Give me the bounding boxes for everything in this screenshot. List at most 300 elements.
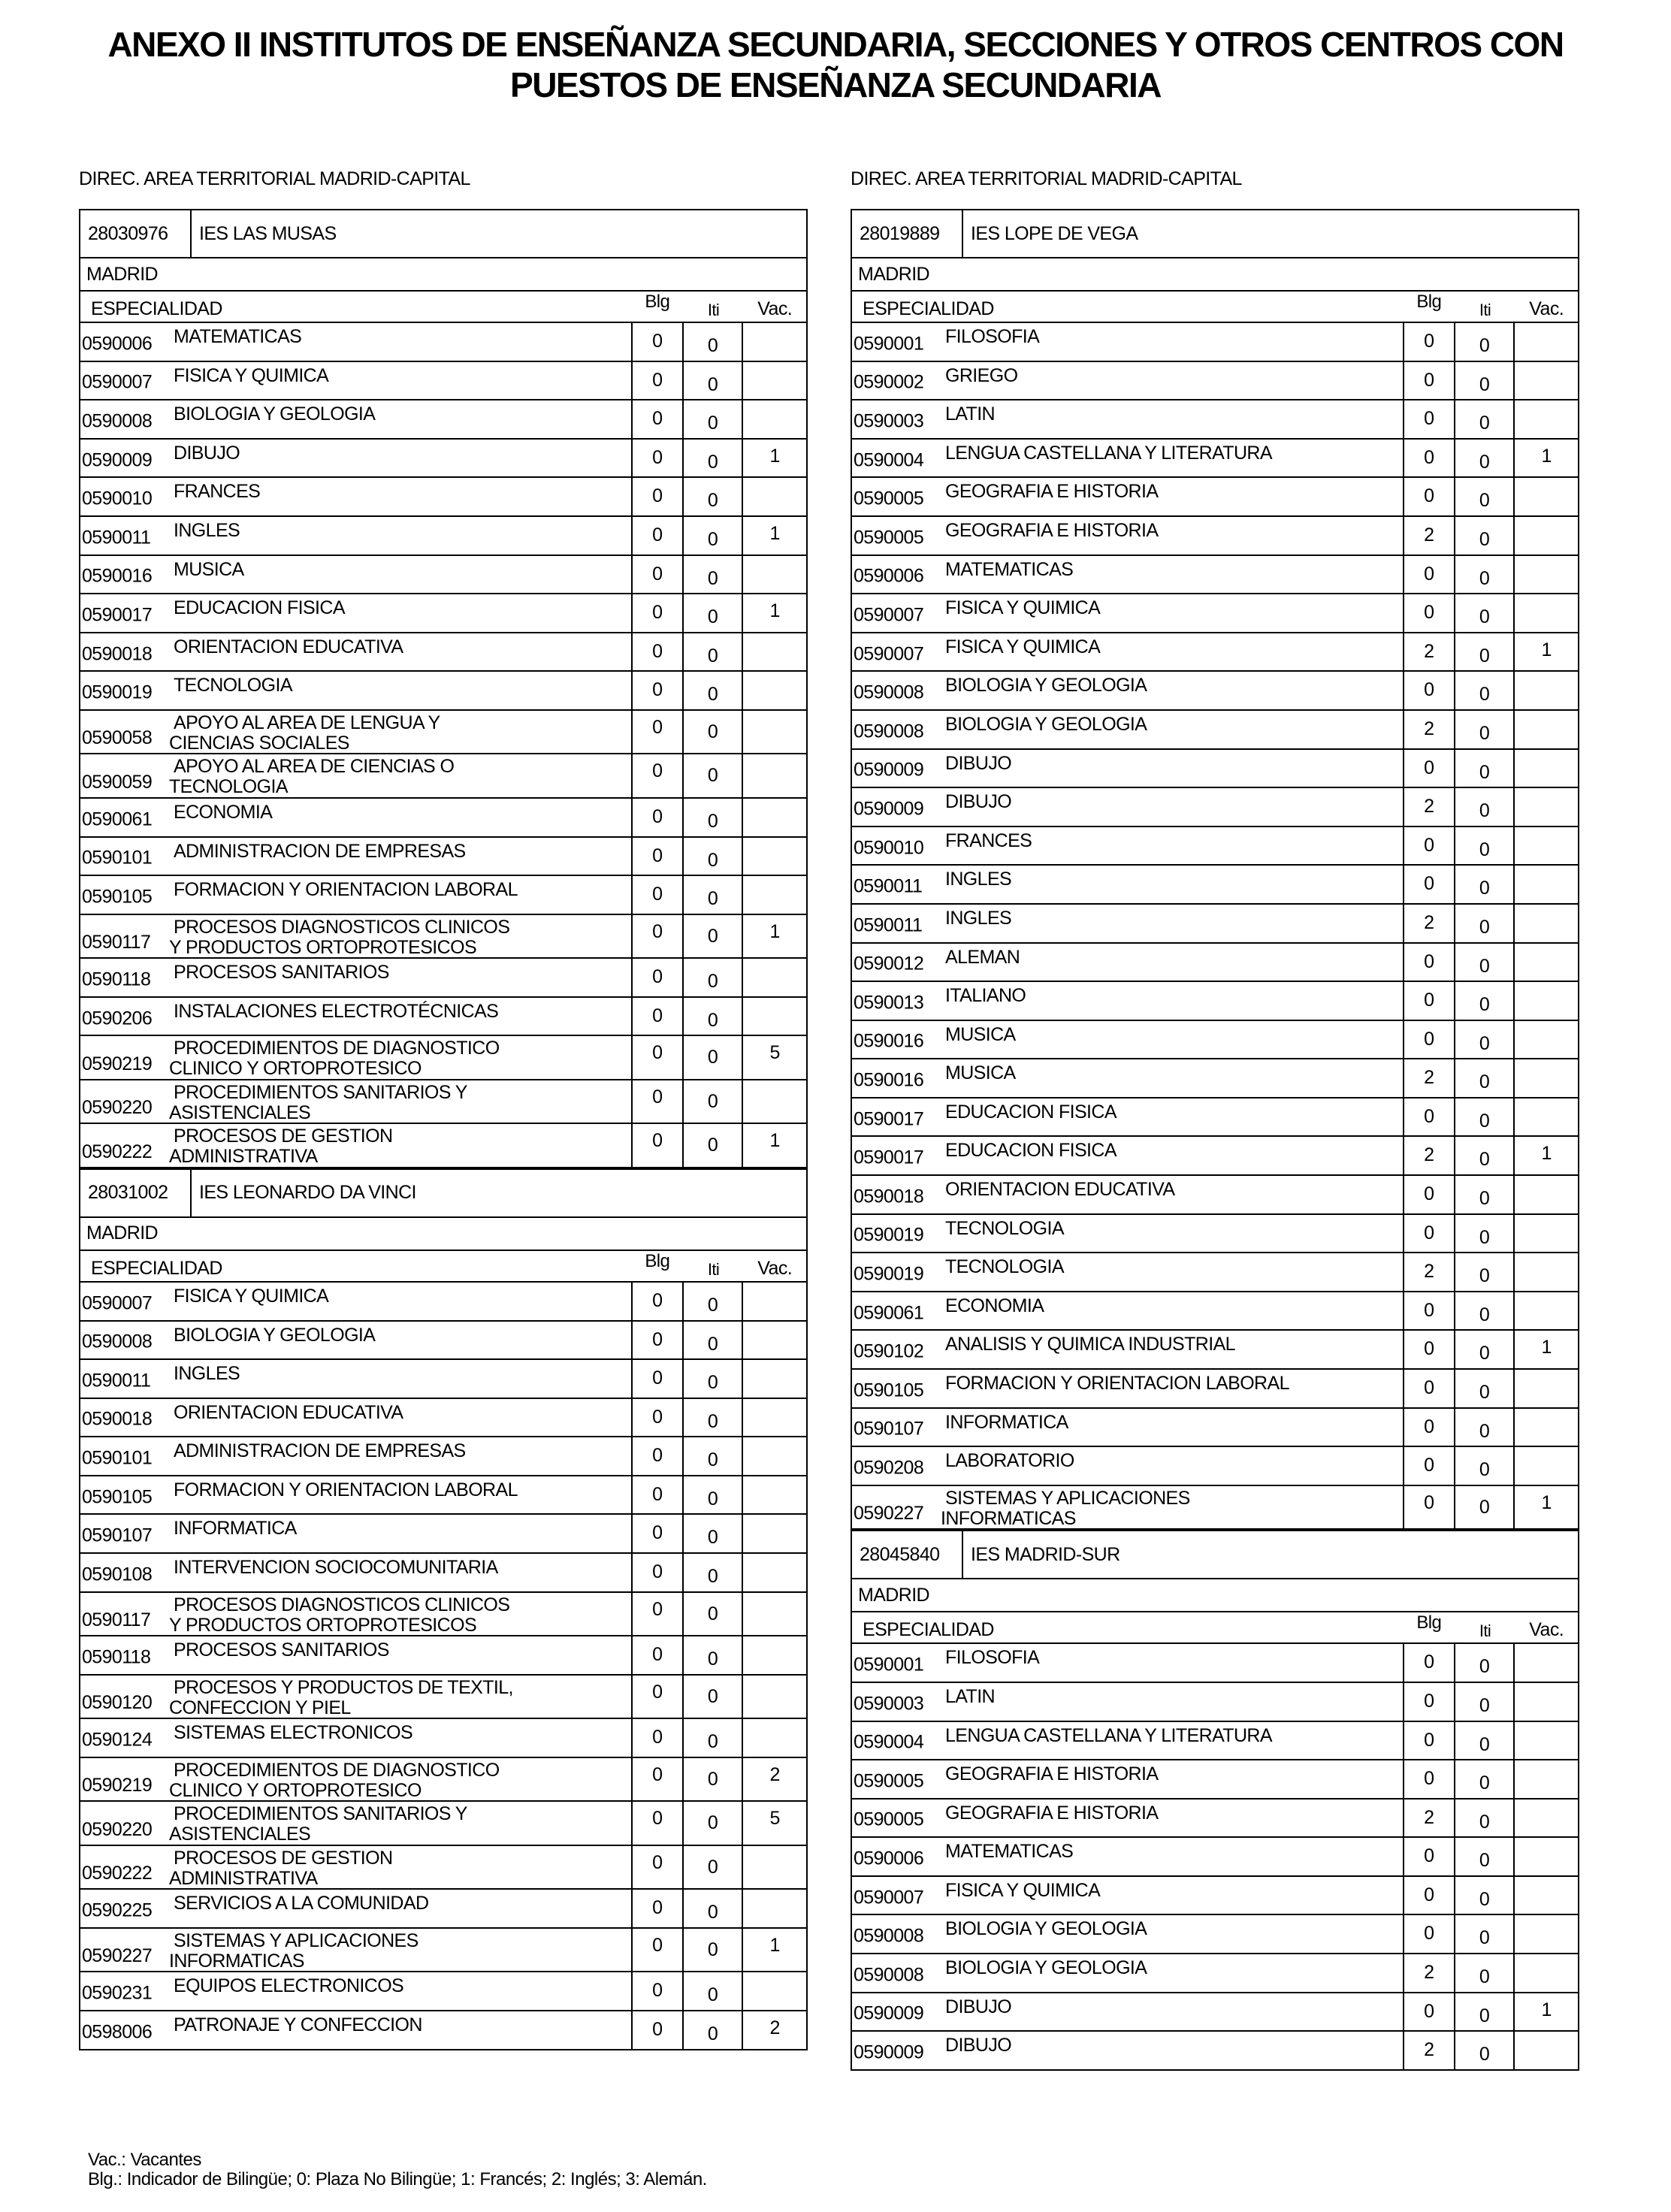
specialty-code: 0590006 (854, 565, 924, 587)
blg-value: 0 (631, 1719, 684, 1757)
header-blg: Blg (1416, 292, 1442, 312)
iti-value: 0 (684, 478, 744, 515)
specialty-code: 0590010 (82, 488, 153, 509)
specialty-name: INGLES (174, 519, 240, 541)
blg-value: 0 (1403, 1215, 1455, 1253)
blg-value: 0 (1403, 1292, 1455, 1330)
header-especialidad: ESPECIALIDAD (91, 1257, 222, 1279)
center-name: IES LAS MUSAS (199, 222, 337, 244)
specialty-cell (80, 1360, 631, 1398)
specialty-name: ORIENTACION EDUCATIVA (945, 1179, 1175, 1201)
vac-value (743, 1437, 806, 1475)
iti-value: 0 (684, 323, 744, 361)
iti-value: 0 (1455, 1993, 1515, 2031)
table-row (852, 750, 1578, 789)
specialty-code: 0590013 (854, 992, 924, 1014)
blg-value: 0 (1403, 323, 1455, 361)
iti-value: 0 (1455, 711, 1515, 748)
specialty-name-cont: Y PRODUCTOS ORTOPROTESICOS (169, 936, 477, 958)
specialty-code: 0590009 (854, 2041, 924, 2063)
specialty-code: 0590101 (82, 847, 153, 869)
specialty-name: BIOLOGIA Y GEOLOGIA (174, 403, 376, 425)
vac-value (743, 400, 806, 438)
vac-value: 1 (769, 522, 780, 544)
iti-value: 0 (1455, 1683, 1515, 1721)
specialty-cell (80, 478, 631, 515)
specialty-code: 0590011 (854, 875, 923, 897)
vac-value (743, 1080, 806, 1123)
specialty-cell (80, 1322, 631, 1359)
blg-value: 2 (1403, 711, 1455, 748)
specialty-cell (852, 362, 1403, 400)
iti-value: 0 (1455, 1409, 1515, 1446)
table-row (80, 998, 806, 1037)
iti-value: 0 (684, 1802, 744, 1845)
specialty-cell (80, 1929, 631, 1972)
specialty-cell (852, 1137, 1403, 1174)
specialty-name: FRANCES (945, 830, 1032, 851)
specialty-name: GEOGRAFIA E HISTORIA (945, 481, 1159, 503)
vac-value (743, 1972, 806, 2010)
vac-value (1515, 1292, 1578, 1330)
specialty-cell (852, 1838, 1403, 1875)
blg-value: 0 (631, 1036, 684, 1079)
specialty-name: DIBUJO (945, 2035, 1012, 2056)
specialty-name-cont: ADMINISTRATIVA (169, 1146, 318, 1168)
vac-value (1515, 1915, 1578, 1953)
specialty-name: GEOGRAFIA E HISTORIA (945, 519, 1159, 541)
vac-value: 1 (1541, 639, 1552, 660)
blg-value: 0 (631, 754, 684, 797)
specialty-cell (80, 799, 631, 836)
table-row (852, 556, 1578, 595)
table-row (80, 959, 806, 998)
specialty-code: 0590105 (82, 1486, 153, 1508)
specialty-cell (80, 1758, 631, 1801)
table-row (852, 1215, 1578, 1254)
specialty-code: 0590007 (82, 1292, 153, 1314)
specialty-name: INSTALACIONES ELECTROTÉCNICAS (174, 1000, 499, 1022)
vac-value (743, 1846, 806, 1889)
table-row (80, 754, 806, 799)
blg-value: 2 (1403, 788, 1455, 826)
iti-value: 0 (684, 915, 744, 958)
blg-value: 0 (631, 1515, 684, 1552)
iti-value: 0 (1455, 1331, 1515, 1368)
table-row (852, 400, 1578, 440)
specialty-code: 0590118 (82, 1646, 151, 1668)
specialty-name-cont: CLINICO Y ORTOPROTESICO (169, 1058, 422, 1080)
specialty-cell (80, 959, 631, 996)
specialty-code: 0590018 (82, 1408, 153, 1430)
vac-value (1515, 1098, 1578, 1136)
vac-value (1515, 944, 1578, 981)
table-row (80, 1124, 806, 1168)
iti-value: 0 (684, 1360, 744, 1398)
iti-value: 0 (684, 1676, 744, 1718)
specialty-code: 0590010 (854, 836, 924, 858)
specialty-cell (80, 1802, 631, 1845)
blg-value: 0 (631, 633, 684, 671)
specialty-cell (852, 1059, 1403, 1097)
specialty-code: 0590008 (854, 1925, 924, 1947)
vac-value (743, 1554, 806, 1591)
blg-value: 0 (1403, 1683, 1455, 1721)
direc-label: DIREC. AREA TERRITORIAL MADRID-CAPITAL (851, 168, 1242, 189)
blg-value: 0 (1403, 982, 1455, 1020)
center-code: 28031002 (80, 1170, 192, 1216)
table-row (852, 944, 1578, 983)
vac-value (743, 478, 806, 515)
iti-value: 0 (684, 1080, 744, 1123)
header-vac: Vac. (757, 1257, 793, 1279)
iti-value: 0 (684, 362, 744, 400)
specialty-name: PROCEDIMIENTOS DE DIAGNOSTICO (174, 1759, 500, 1781)
specialty-code: 0590003 (854, 1693, 924, 1715)
specialty-cell (852, 1409, 1403, 1446)
table-row (852, 1292, 1578, 1331)
iti-value: 0 (684, 1554, 744, 1591)
specialty-code: 0590219 (82, 1775, 153, 1796)
table-row (852, 1683, 1578, 1722)
table-row (80, 1322, 806, 1361)
header-vac: Vac. (1529, 298, 1564, 319)
table-row (852, 788, 1578, 827)
blg-value: 0 (1403, 362, 1455, 400)
blg-value: 0 (631, 672, 684, 709)
table-row (80, 1554, 806, 1593)
specialty-name: BIOLOGIA Y GEOLOGIA (945, 1957, 1147, 1979)
blg-value: 0 (631, 1890, 684, 1927)
footer-bilingue: Blg.: Indicador de Bilingüe; 0: Plaza No Bilingüe; 1: Francés; 2: Inglés; 3: Alemán. (88, 2169, 707, 2189)
specialty-name: DIBUJO (945, 752, 1012, 774)
specialty-name: BIOLOGIA Y GEOLOGIA (945, 675, 1147, 697)
vac-value (1515, 1722, 1578, 1760)
specialty-name: LENGUA CASTELLANA Y LITERATURA (945, 442, 1272, 464)
blg-value: 0 (1403, 866, 1455, 903)
specialty-name: APOYO AL AREA DE LENGUA Y (174, 712, 440, 733)
vac-value (1515, 827, 1578, 865)
specialty-name-cont: CLINICO Y ORTOPROTESICO (169, 1779, 422, 1801)
specialty-code: 0590016 (854, 1030, 924, 1052)
vac-value (743, 323, 806, 361)
specialty-cell (852, 1486, 1403, 1529)
vac-value (743, 959, 806, 996)
vac-value (743, 754, 806, 797)
table-row (852, 672, 1578, 711)
blg-value: 0 (631, 440, 684, 477)
specialty-cell (80, 838, 631, 875)
specialty-code: 0590108 (82, 1564, 153, 1585)
table-row (852, 1447, 1578, 1486)
specialty-code: 0590206 (82, 1008, 153, 1029)
specialty-cell (852, 905, 1403, 942)
specialty-code: 0590231 (82, 1982, 153, 2004)
vac-value (1515, 1683, 1578, 1721)
specialty-cell (852, 1722, 1403, 1760)
blg-value: 0 (631, 323, 684, 361)
iti-value: 0 (1455, 827, 1515, 865)
specialty-cell (80, 1283, 631, 1320)
center-name: IES LOPE DE VEGA (971, 222, 1138, 244)
iti-value: 0 (684, 1124, 744, 1167)
iti-value: 0 (684, 1476, 744, 1514)
specialty-cell (852, 1993, 1403, 2031)
iti-value: 0 (684, 754, 744, 797)
specialty-name-cont: INFORMATICAS (941, 1507, 1076, 1529)
blg-value: 0 (631, 998, 684, 1035)
specialty-cell (80, 1399, 631, 1437)
table-row (80, 799, 806, 838)
centers-list (79, 209, 808, 2050)
blg-value: 0 (631, 838, 684, 875)
specialty-cell (852, 866, 1403, 903)
specialty-code: 0590008 (82, 410, 153, 432)
specialty-cell (80, 323, 631, 361)
specialty-code: 0590227 (854, 1503, 924, 1525)
table-row (852, 1760, 1578, 1800)
specialty-cell (80, 1846, 631, 1889)
iti-value: 0 (1455, 1370, 1515, 1407)
table-row (852, 362, 1578, 401)
header-especialidad: ESPECIALIDAD (863, 1619, 994, 1641)
specialty-code: 0590061 (82, 808, 153, 830)
specialty-name: PROCESOS DE GESTION (174, 1847, 393, 1869)
table-row (852, 1993, 1578, 2032)
specialty-cell (852, 1800, 1403, 1837)
specialty-name: PROCESOS DIAGNOSTICOS CLINICOS (174, 916, 510, 938)
vac-value (1515, 1021, 1578, 1059)
specialty-cell (852, 1176, 1403, 1213)
blg-value: 2 (1403, 1137, 1455, 1174)
table-header (852, 292, 1578, 323)
blg-value: 2 (1403, 2032, 1455, 2069)
specialty-name-cont: ASISTENCIALES (169, 1824, 311, 1845)
center-block (851, 1530, 1579, 2071)
specialty-name: GEOGRAFIA E HISTORIA (945, 1763, 1159, 1785)
specialty-cell (80, 594, 631, 632)
specialty-code: 0590007 (82, 371, 153, 393)
specialty-cell (80, 633, 631, 671)
blg-value: 0 (631, 362, 684, 400)
specialty-cell (80, 362, 631, 400)
blg-value: 0 (1403, 1176, 1455, 1213)
iti-value: 0 (684, 1758, 744, 1801)
vac-value (743, 1360, 806, 1398)
specialty-name: FISICA Y QUIMICA (174, 364, 329, 386)
iti-value: 0 (1455, 1954, 1515, 1992)
specialty-name: ECONOMIA (945, 1295, 1044, 1316)
iti-value: 0 (1455, 362, 1515, 400)
blg-value: 0 (631, 517, 684, 555)
table-row (852, 1486, 1578, 1531)
specialty-name: DIBUJO (945, 791, 1012, 813)
specialty-name: TECNOLOGIA (174, 675, 292, 697)
table-row (852, 1722, 1578, 1761)
blg-value: 2 (1403, 633, 1455, 671)
table-row (852, 905, 1578, 944)
table-row (852, 1137, 1578, 1176)
blg-value: 0 (631, 2011, 684, 2049)
center-name: IES LEONARDO DA VINCI (199, 1182, 416, 1204)
specialty-cell (80, 1593, 631, 1636)
vac-value (1515, 905, 1578, 942)
iti-value: 0 (1455, 1021, 1515, 1059)
specialty-name: INFORMATICA (945, 1411, 1068, 1433)
specialty-name: FISICA Y QUIMICA (945, 597, 1101, 619)
header-vac: Vac. (1529, 1619, 1564, 1641)
specialty-table (851, 1578, 1579, 2071)
vac-value: 1 (1541, 445, 1552, 467)
blg-value: 0 (1403, 944, 1455, 981)
specialty-name: PROCESOS DE GESTION (174, 1126, 393, 1147)
specialty-name: FISICA Y QUIMICA (174, 1285, 329, 1307)
iti-value: 0 (1455, 594, 1515, 632)
table-row (80, 711, 806, 755)
specialty-cell (80, 1080, 631, 1123)
specialty-code: 0590007 (854, 1887, 924, 1908)
center-city: MADRID (852, 1578, 1578, 1612)
specialty-name: ORIENTACION EDUCATIVA (174, 636, 403, 657)
specialty-cell (80, 1676, 631, 1718)
blg-value: 0 (631, 1846, 684, 1889)
specialty-code: 0590009 (854, 759, 924, 781)
specialty-name: FORMACION Y ORIENTACION LABORAL (174, 879, 518, 901)
specialty-code: 0590012 (854, 953, 924, 975)
center-header (79, 1168, 808, 1216)
table-row (80, 1758, 806, 1803)
iti-value: 0 (684, 1283, 744, 1320)
specialty-code: 0590008 (854, 681, 924, 703)
specialty-name: EDUCACION FISICA (174, 597, 345, 619)
vac-value (743, 1890, 806, 1927)
specialty-cell (852, 750, 1403, 787)
specialty-cell (80, 556, 631, 594)
specialty-cell (80, 754, 631, 797)
specialty-code: 0590017 (854, 1147, 924, 1168)
table-row (852, 1253, 1578, 1292)
specialty-code: 0590117 (82, 932, 151, 953)
blg-value: 2 (1403, 1059, 1455, 1097)
specialty-cell (852, 1877, 1403, 1914)
specialty-table (79, 257, 808, 1168)
table-row (80, 556, 806, 595)
specialty-name: ADMINISTRACION DE EMPRESAS (174, 840, 466, 862)
specialty-name: FILOSOFIA (945, 1647, 1040, 1669)
specialty-code: 0590016 (854, 1069, 924, 1091)
specialty-cell (852, 982, 1403, 1020)
specialty-cell (80, 1515, 631, 1552)
specialty-code: 0590011 (82, 1370, 151, 1392)
table-row (80, 1802, 806, 1846)
center-city: MADRID (80, 257, 806, 292)
blg-value: 0 (631, 1972, 684, 2010)
specialty-name: GRIEGO (945, 364, 1018, 386)
blg-value: 0 (1403, 1447, 1455, 1485)
blg-value: 0 (1403, 827, 1455, 865)
iti-value: 0 (684, 711, 744, 754)
specialty-cell (852, 788, 1403, 826)
header-iti: Iti (1479, 301, 1491, 319)
table-row (80, 838, 806, 877)
specialty-name: ECONOMIA (174, 801, 273, 823)
blg-value: 0 (631, 1399, 684, 1437)
iti-value: 0 (684, 1322, 744, 1359)
vac-value: 5 (769, 1808, 780, 1830)
specialty-name: PROCEDIMIENTOS SANITARIOS Y (174, 1803, 467, 1825)
iti-value: 0 (684, 959, 744, 996)
blg-value: 0 (1403, 1486, 1455, 1529)
table-row (852, 517, 1578, 556)
blg-value: 0 (631, 1283, 684, 1320)
blg-value: 0 (631, 400, 684, 438)
blg-value: 0 (1403, 1370, 1455, 1407)
specialty-cell (852, 323, 1403, 361)
vac-value (1515, 2032, 1578, 2069)
specialty-name: LABORATORIO (945, 1450, 1074, 1472)
table-row (80, 876, 806, 915)
table-row (852, 982, 1578, 1021)
specialty-cell (852, 1644, 1403, 1682)
vac-value (1515, 750, 1578, 787)
specialty-code: 0590058 (82, 727, 153, 749)
specialty-name: PATRONAJE Y CONFECCION (174, 2014, 422, 2036)
iti-value: 0 (1455, 1722, 1515, 1760)
iti-value: 0 (1455, 1838, 1515, 1875)
specialty-cell (852, 1098, 1403, 1136)
specialty-code: 0590019 (854, 1224, 924, 1246)
iti-value: 0 (684, 594, 744, 632)
vac-value (743, 672, 806, 709)
specialty-code: 0590011 (854, 914, 923, 936)
specialty-name-cont: CIENCIAS SOCIALES (169, 732, 349, 754)
specialty-code: 0590018 (82, 642, 153, 664)
vac-value: 2 (769, 1763, 780, 1785)
table-row (80, 1636, 806, 1676)
vac-value: 1 (1541, 1143, 1552, 1165)
specialty-code: 0590011 (82, 527, 151, 548)
specialty-code: 0590105 (82, 886, 153, 908)
specialty-cell (852, 400, 1403, 438)
vac-value (1515, 1059, 1578, 1097)
specialty-cell (852, 827, 1403, 865)
specialty-code: 0590118 (82, 969, 151, 990)
blg-value: 0 (1403, 1838, 1455, 1875)
iti-value: 0 (684, 672, 744, 709)
vac-value (1515, 1760, 1578, 1798)
table-row (80, 1719, 806, 1758)
specialty-name: MATEMATICAS (945, 1841, 1074, 1863)
specialty-table (851, 257, 1579, 1530)
blg-value: 2 (1403, 1954, 1455, 1992)
header-especialidad: ESPECIALIDAD (91, 298, 222, 319)
iti-value: 0 (1455, 1447, 1515, 1485)
specialty-code: 0590225 (82, 1899, 153, 1921)
specialty-code: 0590007 (854, 642, 924, 664)
blg-value: 0 (631, 1676, 684, 1718)
iti-value: 0 (1455, 750, 1515, 787)
blg-value: 0 (1403, 1877, 1455, 1914)
table-header (80, 292, 806, 323)
vac-value (743, 1719, 806, 1757)
specialty-code: 0590105 (854, 1379, 924, 1401)
table-row (80, 323, 806, 362)
center-header (851, 209, 1579, 257)
specialty-name: PROCEDIMIENTOS DE DIAGNOSTICO (174, 1038, 500, 1059)
specialty-code: 0590220 (82, 1097, 153, 1119)
table-row (80, 1890, 806, 1929)
blg-value: 0 (1403, 1021, 1455, 1059)
